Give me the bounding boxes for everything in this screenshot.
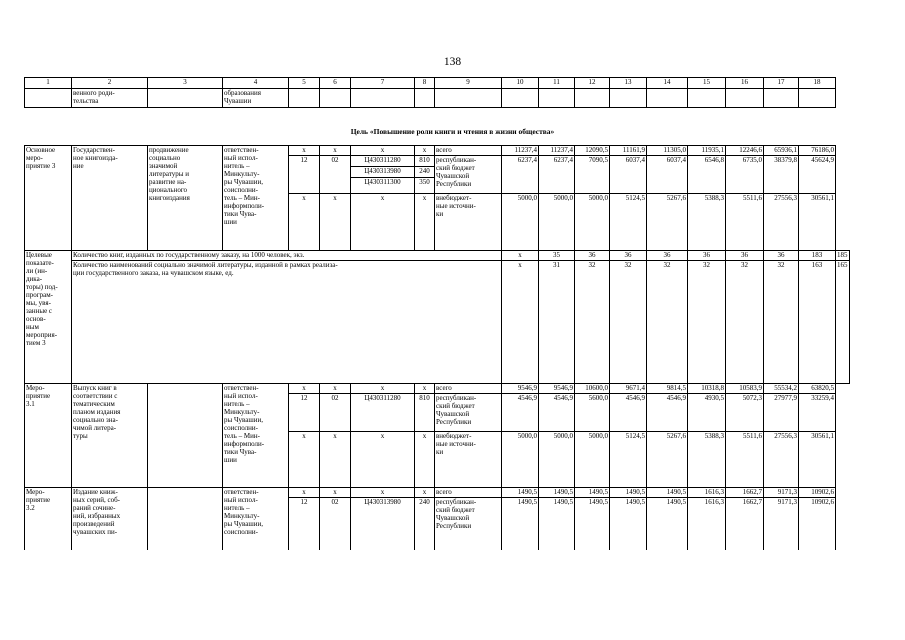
table-cell: 4930,5 <box>688 394 726 432</box>
table-cell: 36 <box>688 251 726 261</box>
table-cell: 1490,5 <box>539 488 575 498</box>
table-cell: 36 <box>610 251 647 261</box>
col-header: 9 <box>435 78 502 89</box>
table-cell: 4546,9 <box>647 394 688 432</box>
table-cell: 45624,9 <box>799 156 836 194</box>
table-cell: 5511,6 <box>726 194 764 251</box>
table-cell: 35 <box>539 251 575 261</box>
table-cell: 1490,5 <box>502 498 539 550</box>
table-cell: х <box>320 432 351 488</box>
cell-text: ответствен- ный испол- нитель – Минкульту- ры Чувашии, соисполни- тель – Мин- информполи- тики Чува- шии <box>223 384 289 488</box>
table-cell: 6037,4 <box>610 156 647 194</box>
table-cell: Ц430311300 <box>351 178 415 194</box>
cell-text: венного роди- тельства <box>72 89 148 108</box>
table-cell: 4546,9 <box>539 394 575 432</box>
table-cell: 183 <box>799 251 836 261</box>
table-cell: 5511,6 <box>726 432 764 488</box>
table-cell: Ц430313980 <box>351 167 415 178</box>
table-cell: 27556,3 <box>764 432 799 488</box>
table-cell: 10318,8 <box>688 384 726 394</box>
table-row <box>25 488 850 498</box>
table-cell: 33259,4 <box>799 394 836 432</box>
table-cell: Ц430313980 <box>351 498 415 550</box>
table-cell: 5000,0 <box>539 194 575 251</box>
table-cell: х <box>289 488 320 498</box>
row-label: Меро- приятие 3.1 <box>25 384 72 488</box>
table-cell: 1490,5 <box>647 498 688 550</box>
table-cell: 1490,5 <box>575 488 610 498</box>
table-cell: 1490,5 <box>610 498 647 550</box>
header-row <box>25 78 836 89</box>
table-cell: 240 <box>415 498 435 550</box>
col-header: 15 <box>688 78 726 89</box>
table-cell: 9171,3 <box>764 498 799 550</box>
table-cell: 5000,0 <box>575 194 610 251</box>
table-cell: 1616,3 <box>688 498 726 550</box>
table-cell: 5267,6 <box>647 194 688 251</box>
table-cell: 32 <box>764 261 799 384</box>
table-cell: 9546,9 <box>539 384 575 394</box>
table-cell: х <box>320 194 351 251</box>
table-cell: 163 <box>799 261 836 384</box>
table-cell: 36 <box>575 251 610 261</box>
table-cell: 5000,0 <box>502 432 539 488</box>
table-cell: 38379,8 <box>764 156 799 194</box>
table-cell: 10583,9 <box>726 384 764 394</box>
table-cell: 31 <box>539 261 575 384</box>
table-cell: всего <box>435 384 502 394</box>
table-cell: х <box>351 194 415 251</box>
table-cell: 6546,8 <box>688 156 726 194</box>
page-number: 138 <box>443 56 462 68</box>
table-cell: 32 <box>726 261 764 384</box>
table-cell: 1490,5 <box>539 498 575 550</box>
table-cell: х <box>320 488 351 498</box>
table-cell: х <box>289 194 320 251</box>
table-cell: 5267,6 <box>647 432 688 488</box>
table-cell: 1662,7 <box>726 488 764 498</box>
table-cell: 32 <box>647 261 688 384</box>
table-cell: внебюджет- ные источни- ки <box>435 432 502 488</box>
table-cell: х <box>351 488 415 498</box>
table-cell: 5388,3 <box>688 194 726 251</box>
table-cell: всего <box>435 146 502 156</box>
table-row <box>25 261 850 384</box>
table-cell: республикан- ский бюджет Чувашской Республики <box>435 394 502 432</box>
table-cell: 5124,5 <box>610 432 647 488</box>
table-cell: 6037,4 <box>647 156 688 194</box>
table-cell: 9546,9 <box>502 384 539 394</box>
table-cell: х <box>415 194 435 251</box>
table-cell: 02 <box>320 394 351 432</box>
col-header: 1 <box>25 78 72 89</box>
table-body <box>24 145 850 550</box>
table-header <box>24 77 836 108</box>
table-cell: 4546,9 <box>610 394 647 432</box>
table-cell: 5000,0 <box>539 432 575 488</box>
table-cell: 165 <box>836 261 850 384</box>
table-cell: х <box>351 432 415 488</box>
continuation-row <box>25 89 836 108</box>
table-cell: 11305,0 <box>647 146 688 156</box>
table-cell: 350 <box>415 178 435 194</box>
indicator-text: Количество наименований социально значимой литературы, изданной в рамках реализа- ции государственного заказа, на чувашском языке, ед. <box>72 261 502 384</box>
table-cell: 1616,3 <box>688 488 726 498</box>
table-cell: 36 <box>764 251 799 261</box>
table-cell: 1662,7 <box>726 498 764 550</box>
table-cell: х <box>502 261 539 384</box>
cell-text: Выпуск книг в соответствии с тематическим планом издания социально зна- чимой литера- туры <box>72 384 148 488</box>
table-cell: 65936,1 <box>764 146 799 156</box>
table-cell: внебюджет- ные источни- ки <box>435 194 502 251</box>
table-cell: х <box>502 251 539 261</box>
table-cell: 12 <box>289 156 320 194</box>
table-row <box>25 146 850 156</box>
col-header: 6 <box>320 78 351 89</box>
table-cell: 5000,0 <box>502 194 539 251</box>
table-cell: 810 <box>415 156 435 167</box>
table-cell: 36 <box>726 251 764 261</box>
col-header: 12 <box>575 78 610 89</box>
table-cell: 32 <box>610 261 647 384</box>
cell-text: Государствен- ное книгоизда- ние <box>72 146 148 251</box>
table-cell: х <box>415 432 435 488</box>
table-cell: х <box>320 146 351 156</box>
table-cell: 5000,0 <box>575 432 610 488</box>
table-cell: 27977,9 <box>764 394 799 432</box>
col-header: 10 <box>502 78 539 89</box>
table-cell: 11935,1 <box>688 146 726 156</box>
table-cell: 12246,6 <box>726 146 764 156</box>
col-header: 16 <box>726 78 764 89</box>
table-cell: 12 <box>289 394 320 432</box>
table-cell: 63820,5 <box>799 384 836 394</box>
table-cell: 10600,0 <box>575 384 610 394</box>
table-cell: 10902,6 <box>799 498 836 550</box>
col-header: 4 <box>223 78 289 89</box>
table-cell: х <box>289 432 320 488</box>
cell-text: ответствен- ный испол- нитель – Минкульту- ры Чувашии, соисполни- <box>223 488 289 550</box>
table-cell: 55534,2 <box>764 384 799 394</box>
table-cell: 10902,6 <box>799 488 836 498</box>
table-cell: 4546,9 <box>502 394 539 432</box>
col-header: 5 <box>289 78 320 89</box>
table-cell: 11237,4 <box>502 146 539 156</box>
table-cell: 12090,5 <box>575 146 610 156</box>
table-cell: х <box>351 146 415 156</box>
table-row <box>25 384 850 394</box>
table-cell: 32 <box>575 261 610 384</box>
col-header: 2 <box>72 78 148 89</box>
table-cell: х <box>415 384 435 394</box>
table-cell: 11161,9 <box>610 146 647 156</box>
table-cell: 12 <box>289 498 320 550</box>
table-cell: 02 <box>320 156 351 194</box>
table-cell: 9171,3 <box>764 488 799 498</box>
table-cell: х <box>415 488 435 498</box>
table-cell: х <box>289 146 320 156</box>
table-cell: 185 <box>837 251 848 259</box>
table-cell: 810 <box>415 394 435 432</box>
col-header: 14 <box>647 78 688 89</box>
table-cell: 32 <box>688 261 726 384</box>
table-cell: 1490,5 <box>502 488 539 498</box>
table-cell: 5600,0 <box>575 394 610 432</box>
table-cell: 6735,0 <box>726 156 764 194</box>
cell-text: ответствен- ный испол- нитель – Минкульту- ры Чувашии, соисполни- тель – Мин- информполи- тики Чува- шии <box>223 146 289 251</box>
table-cell: 36 <box>647 251 688 261</box>
indicator-text: Количество книг, изданных по государственному заказу, на 1000 человек, экз. <box>72 251 502 261</box>
table-cell: 1490,5 <box>647 488 688 498</box>
row-label: Меро- приятие 3.2 <box>25 488 72 550</box>
table-cell: 6237,4 <box>502 156 539 194</box>
table-cell: 27556,3 <box>764 194 799 251</box>
table-cell: 76186,0 <box>799 146 836 156</box>
cell-text: Издание книж- ных серий, соб- раний сочине- ний, избранных произведений чувашских пи- <box>72 488 148 550</box>
table-cell: 02 <box>320 498 351 550</box>
table-cell: 6237,4 <box>539 156 575 194</box>
table-cell: 7090,5 <box>575 156 610 194</box>
col-header: 7 <box>351 78 415 89</box>
table-cell: х <box>415 146 435 156</box>
table-cell: 30561,1 <box>799 194 836 251</box>
row-label: Основное меро- приятие 3 <box>25 146 72 251</box>
table-cell: 9814,5 <box>647 384 688 394</box>
col-header: 11 <box>539 78 575 89</box>
table-cell: 240 <box>415 167 435 178</box>
col-header: 8 <box>415 78 435 89</box>
table-cell: Ц430311280 <box>351 156 415 167</box>
col-header: 18 <box>799 78 836 89</box>
table-row <box>25 251 850 261</box>
table-cell: х <box>320 384 351 394</box>
table-cell: 1490,5 <box>610 488 647 498</box>
table-cell: 11237,4 <box>539 146 575 156</box>
table-cell: всего <box>435 488 502 498</box>
row-label: Целевые показате- ли (ин- дика- торы) под- програм- мы, увя- занные с основ- ным мероприя- тием 3 <box>25 251 72 384</box>
goal-title: Цель «Повышение роли книги и чтения в жизни общества» <box>350 127 555 136</box>
cell-text: образования Чувашии <box>223 89 289 108</box>
col-header: 17 <box>764 78 799 89</box>
table-cell: 1490,5 <box>575 498 610 550</box>
table-cell: 5388,3 <box>688 432 726 488</box>
table-cell: 5124,5 <box>610 194 647 251</box>
table-cell: 30561,1 <box>799 432 836 488</box>
table-cell: республикан- ский бюджет Чувашской Республики <box>435 156 502 194</box>
col-header: 3 <box>148 78 223 89</box>
table-cell: 9671,4 <box>610 384 647 394</box>
table-cell: Ц430311280 <box>351 394 415 432</box>
table-cell: 5072,3 <box>726 394 764 432</box>
table-cell: х <box>289 384 320 394</box>
col-header: 13 <box>610 78 647 89</box>
cell-text: продвижение социально значимой литературы и развитие на- ционального книгоиздания <box>148 146 223 251</box>
table-cell: республикан- ский бюджет Чувашской Республики <box>435 498 502 550</box>
table-cell: х <box>351 384 415 394</box>
